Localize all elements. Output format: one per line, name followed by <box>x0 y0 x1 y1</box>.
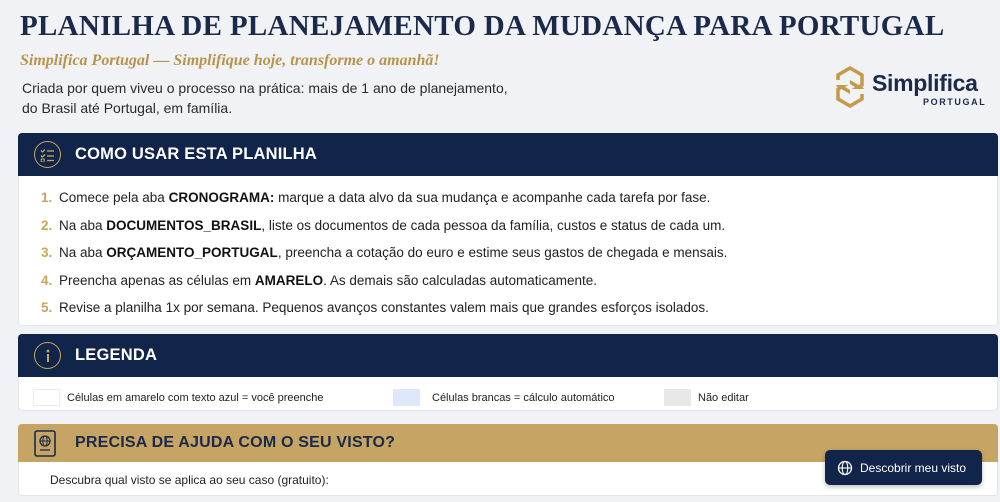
how-to-header <box>18 133 998 176</box>
step-number: 1. <box>41 190 53 206</box>
logo-mark-icon <box>835 66 865 108</box>
step-bold: DOCUMENTOS_BRASIL <box>106 217 262 233</box>
steps-list <box>19 176 997 322</box>
step-number: 3. <box>41 245 53 261</box>
step-item <box>41 239 997 267</box>
intro-line-1: Criada por quem viveu o processo na prática: mais de 1 ano de planejamento, <box>22 80 508 96</box>
step-text: . As demais são calculadas automaticamente. <box>323 272 598 288</box>
step-text: Na aba <box>59 217 107 233</box>
discover-visa-button[interactable] <box>825 450 982 485</box>
legend-title: LEGENDA <box>75 346 158 364</box>
legend-swatch-locked <box>664 389 691 406</box>
legend-swatch-fill <box>33 389 60 406</box>
how-to-panel <box>18 176 998 326</box>
step-bold: AMARELO <box>254 272 324 288</box>
intro-text <box>22 78 542 118</box>
step-text: marque a data alvo da sua mudança e acompanhe cada tarefa por fase. <box>274 190 711 206</box>
step-text: Preencha apenas as células em <box>59 272 255 288</box>
logo-subtitle: PORTUGAL <box>923 97 987 107</box>
legend-label-fill: Células em amarelo com texto azul = você preenche <box>67 392 324 404</box>
logo-name: Simplifica <box>872 70 978 96</box>
step-text: , preencha a cotação do euro e estime seus gastos de chegada e mensais. <box>277 245 728 261</box>
step-item <box>41 184 997 212</box>
step-number: 5. <box>41 300 53 316</box>
simplifica-logo <box>835 64 990 110</box>
step-text: , liste os documentos de cada pessoa da família, custos e status de cada um. <box>261 217 726 233</box>
legend-label-auto: Células brancas = cálculo automático <box>432 392 615 404</box>
step-text: Revise a planilha 1x por semana. Pequenos avanços constantes valem mais que grandes esforços isolados. <box>59 300 709 316</box>
tagline: Simplifica Portugal — Simplifique hoje, transforme o amanhã! <box>20 52 440 69</box>
discover-visa-label: Descobrir meu visto <box>860 460 967 475</box>
help-text: Descubra qual visto se aplica ao seu caso (gratuito): <box>50 473 329 487</box>
how-to-title: COMO USAR ESTA PLANILHA <box>75 145 318 163</box>
step-item <box>41 294 997 322</box>
legend-header <box>18 334 998 377</box>
checklist-icon <box>34 141 61 168</box>
step-text: Na aba <box>59 245 107 261</box>
help-title: PRECISA DE AJUDA COM O SEU VISTO? <box>75 434 396 451</box>
intro-line-2: do Brasil até Portugal, em família. <box>22 100 233 116</box>
info-icon <box>34 342 61 369</box>
page-title: PLANILHA DE PLANEJAMENTO DA MUDANÇA PARA PORTUGAL <box>20 10 945 42</box>
step-number: 2. <box>41 217 53 233</box>
step-text: Comece pela aba <box>59 190 169 206</box>
step-number: 4. <box>41 272 53 288</box>
step-item <box>41 267 997 295</box>
step-bold: ORÇAMENTO_PORTUGAL <box>106 245 278 261</box>
legend-panel <box>18 377 998 411</box>
passport-icon <box>34 430 56 457</box>
step-item <box>41 212 997 240</box>
step-bold: CRONOGRAMA: <box>168 190 275 206</box>
legend-row <box>19 388 997 408</box>
legend-swatch-auto <box>393 389 420 406</box>
globe-icon <box>837 460 853 476</box>
legend-label-locked: Não editar <box>698 392 749 404</box>
